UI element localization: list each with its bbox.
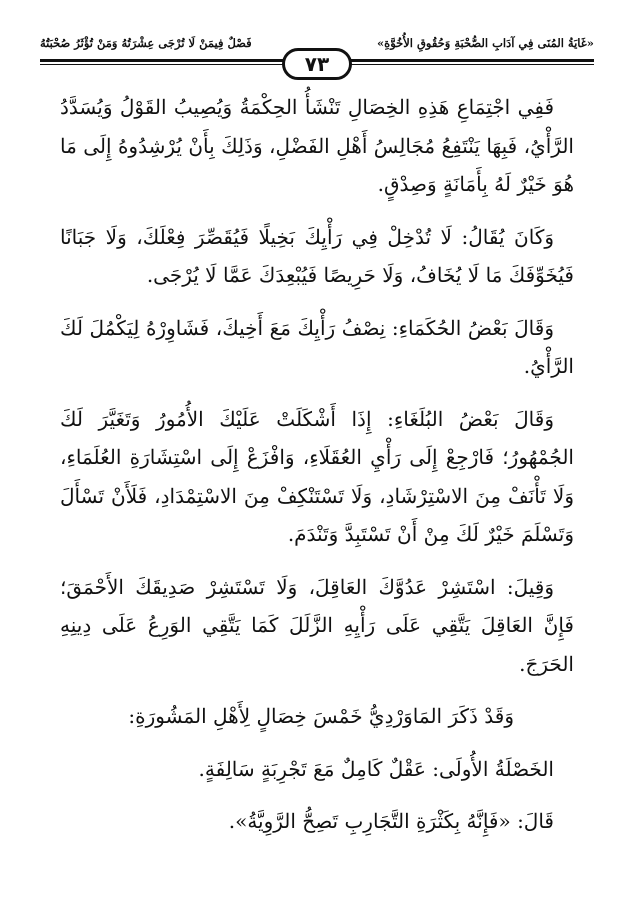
running-header	[40, 36, 594, 76]
paragraph: وَقَدْ ذَكَرَ المَاوَرْدِيُّ خَمْسَ خِصَالٍ لِأَهْلِ المَشُورَةِ:	[128, 704, 514, 728]
paragraph: وَقَالَ بَعْضُ الحُكَمَاءِ: نِصْفُ رَأْيِكَ مَعَ أَخِيكَ، فَشَاوِرْهُ لِيَكْمُلَ لَكَ الرَّأْيُ.	[60, 315, 574, 378]
paragraph: وَقَالَ بَعْضُ البُلَغَاءِ: إِذَا أَشْكَلَتْ عَلَيْكَ الأُمُورُ وَتَغَيَّرَ لَكَ الجُمْهُورُ؛ فَارْجِعْ إِلَى رَأْيِ العُقَلَاءِ، وَافْزَعْ إِلَى اسْتِشَارَةِ العُلَمَاءِ، وَلَا تَأْنَفْ مِنَ الاسْتِرْشَادِ، وَلَا تَسْتَنْكِفْ مِنَ الاسْتِمْدَادِ، فَلَأَنْ تَسْأَلَ وَتَسْلَمَ خَيْرٌ لَكَ مِنْ أَنْ تَسْتَبِدَّ وَتَنْدَمَ.	[60, 406, 574, 546]
chapter-title: فَصْلٌ فِيمَنْ لَا تُرْجَى عِشْرَتُهُ وَمَنْ تُؤْثَرُ صُحْبَتُهُ	[40, 36, 252, 50]
paragraph: وَكَانَ يُقَالُ: لَا تُدْخِلْ فِي رَأْيِكَ بَخِيلًا فَيُقَصِّرَ فِعْلَكَ، وَلَا جَبَانًا فَيُخَوِّفَكَ مَا لَا يُخَافُ، وَلَا حَرِيصًا فَيُبْعِدَكَ عَمَّا لَا يُرْجَى.	[60, 224, 574, 287]
page-body	[60, 88, 574, 855]
paragraph: وَقِيلَ: اسْتَشِرْ عَدُوَّكَ العَاقِلَ، وَلَا تَسْتَشِرْ صَدِيقَكَ الأَحْمَقَ؛ فَإِنَّ العَاقِلَ يَتَّقِي عَلَى رَأْيِهِ الزَّلَلَ كَمَا يَتَّقِي الوَرِعُ عَلَى دِينِهِ الحَرَجَ.	[60, 574, 574, 676]
book-title: «غَايَةُ المُنَى فِي آدَابِ الصُّحْبَةِ وَحُقُوقِ الأُخُوَّةِ»	[376, 36, 594, 50]
paragraph: فَفِي اجْتِمَاعِ هَذِهِ الخِصَالِ تَنْشَأُ الحِكْمَةُ وَيُصِيبُ القَوْلُ وَيُسَدَّدُ الرَّأْيُ، فَبِهَا يَنْتَفِعُ مُجَالِسُ أَهْلِ الفَضْلِ، وَذَلِكَ بِأَنْ يُرْشِدُوهُ إِلَى مَا هُوَ خَيْرٌ لَهُ بِأَمَانَةٍ وَصِدْقٍ.	[60, 95, 574, 196]
paragraph: قَالَ: «فَإِنَّهُ بِكَثْرَةِ التَّجَارِبِ تَصِحُّ الرَّوِيَّةُ».	[228, 809, 554, 833]
page-number: ٧٣	[282, 48, 352, 80]
paragraph: الخَصْلَةُ الأُولَى: عَقْلٌ كَامِلٌ مَعَ تَجْرِبَةٍ سَالِفَةٍ.	[198, 756, 554, 781]
